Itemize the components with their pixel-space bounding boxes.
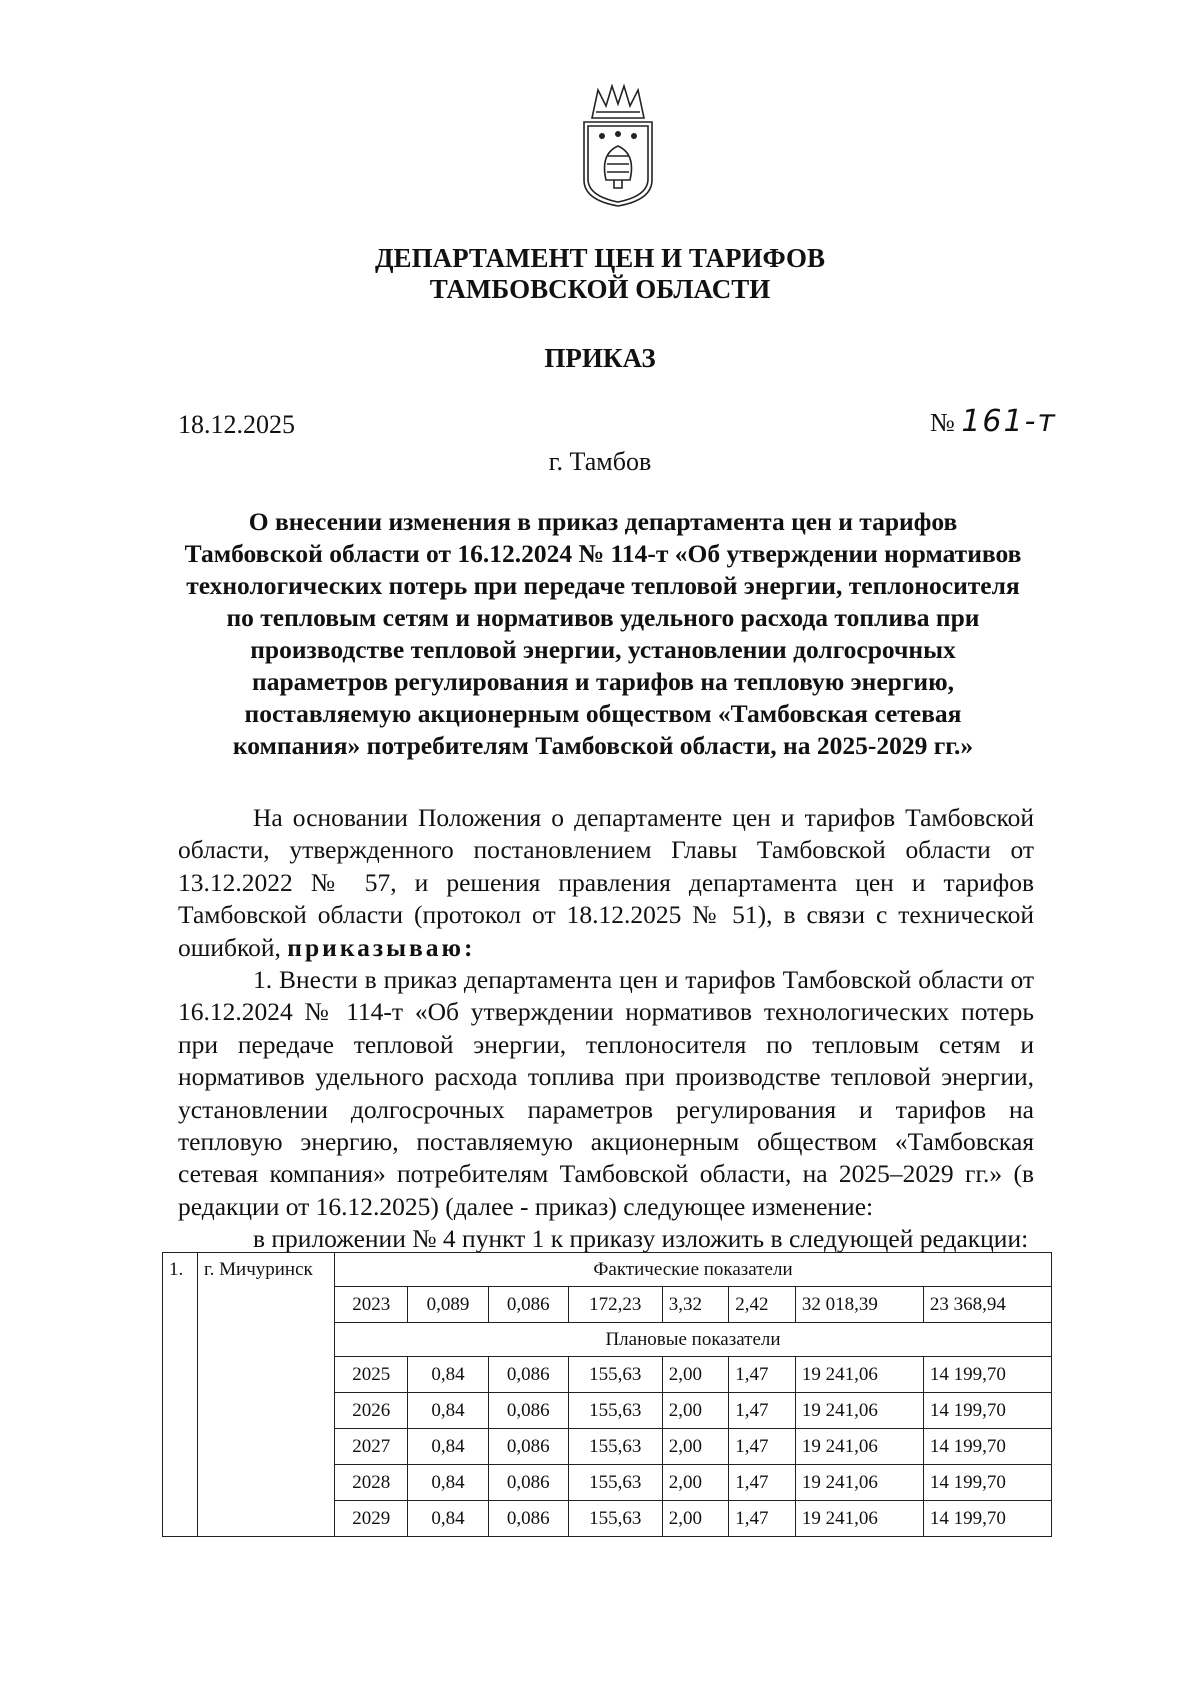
basis-text: На основании Положения о департаменте цен и тарифов Тамбовской области, утвержденного постановлением Главы Тамбовской области от 13.12.2022 № 57, и решения правления департамента цен и тарифов Тамбовской области (протокол от 18.12.2025 № 51), в связи с технической ошибкой, xyxy=(178,803,1034,962)
value-cell: 14 199,70 xyxy=(923,1501,1051,1537)
value-cell: 1,47 xyxy=(729,1393,796,1429)
value-cell: 14 199,70 xyxy=(923,1465,1051,1501)
title-line: поставляемую акционерным обществом «Тамбовская сетевая xyxy=(244,699,962,728)
table-row xyxy=(163,1253,1052,1287)
value-cell: 2,00 xyxy=(662,1501,729,1537)
value-cell: 0,84 xyxy=(408,1501,488,1537)
title-line: параметров регулирования и тарифов на тепловую энергию, xyxy=(252,667,954,696)
value-cell: 1,47 xyxy=(729,1501,796,1537)
value-cell: 14 199,70 xyxy=(923,1393,1051,1429)
value-cell: 0,086 xyxy=(488,1393,568,1429)
value-cell: 155,63 xyxy=(568,1465,662,1501)
year-cell: 2026 xyxy=(335,1393,408,1429)
year-cell: 2025 xyxy=(335,1357,408,1393)
order-colon: : xyxy=(464,932,476,962)
value-cell: 0,84 xyxy=(408,1393,488,1429)
value-cell: 1,47 xyxy=(729,1429,796,1465)
order-word: приказываю xyxy=(287,932,465,962)
title-line: по тепловым сетям и нормативов удельного расхода топлива при xyxy=(226,603,980,632)
value-cell: 0,84 xyxy=(408,1357,488,1393)
title-line: О внесении изменения в приказ департамента цен и тарифов xyxy=(248,507,958,536)
title-line: технологических потерь при передаче тепловой энергии, теплоносителя xyxy=(186,571,1020,600)
value-cell: 155,63 xyxy=(568,1429,662,1465)
number-prefix: № xyxy=(930,408,955,437)
org-line-2: ТАМБОВСКОЙ ОБЛАСТИ xyxy=(429,274,771,304)
year-cell: 2028 xyxy=(335,1465,408,1501)
value-cell: 2,00 xyxy=(662,1465,729,1501)
value-cell: 0,086 xyxy=(488,1357,568,1393)
year-cell: 2023 xyxy=(335,1287,408,1323)
document-type: ПРИКАЗ xyxy=(544,343,656,373)
value-cell: 155,63 xyxy=(568,1357,662,1393)
paragraph-item-1: 1. Внести в приказ департамента цен и тарифов Тамбовской области от 16.12.2024 № 114-т «Об утверждении нормативов технологических потерь при передаче тепловой энергии, теплоносителя по тепловым сетям и нормативов удельного расхода топлива при производстве тепловой энергии, установлении долгосрочных параметров регулирования и тарифов на тепловую энергию, поставляемую акционерным обществом «Тамбовская сетевая компания» потребителям Тамбовской области, на 2025–2029 гг.» (в редакции от 16.12.2025) (далее - приказ) следующее изменение: xyxy=(178,965,1034,1221)
value-cell: 2,00 xyxy=(662,1357,729,1393)
value-cell: 3,32 xyxy=(662,1287,729,1323)
value-cell: 2,00 xyxy=(662,1429,729,1465)
organization-name xyxy=(0,243,1200,305)
year-cell: 2029 xyxy=(335,1501,408,1537)
title-line: Тамбовской области от 16.12.2024 № 114-т «Об утверждении нормативов xyxy=(184,539,1022,568)
value-cell: 0,84 xyxy=(408,1429,488,1465)
value-cell: 19 241,06 xyxy=(795,1429,923,1465)
value-cell: 2,00 xyxy=(662,1393,729,1429)
value-cell: 155,63 xyxy=(568,1393,662,1429)
document-title xyxy=(178,506,1028,762)
handwritten-number: 161-т xyxy=(961,404,1057,439)
value-cell: 1,47 xyxy=(729,1357,796,1393)
year-cell: 2027 xyxy=(335,1429,408,1465)
value-cell: 14 199,70 xyxy=(923,1429,1051,1465)
value-cell: 19 241,06 xyxy=(795,1501,923,1537)
planned-section-header: Плановые показатели xyxy=(335,1323,1052,1357)
value-cell: 0,089 xyxy=(408,1287,488,1323)
tambov-coat-of-arms-icon xyxy=(578,84,658,208)
value-cell: 0,086 xyxy=(488,1429,568,1465)
city-cell: г. Мичуринск xyxy=(198,1253,335,1537)
value-cell: 19 241,06 xyxy=(795,1465,923,1501)
value-cell: 19 241,06 xyxy=(795,1357,923,1393)
city: г. Тамбов xyxy=(548,447,652,476)
tariff-table xyxy=(162,1252,1052,1537)
value-cell: 0,086 xyxy=(488,1287,568,1323)
row-number-cell: 1. xyxy=(163,1253,198,1537)
value-cell: 1,47 xyxy=(729,1465,796,1501)
value-cell: 2,42 xyxy=(729,1287,796,1323)
document-date: 18.12.2025 xyxy=(178,410,295,439)
value-cell: 23 368,94 xyxy=(923,1287,1051,1323)
document-number xyxy=(930,404,1057,439)
title-line: производстве тепловой энергии, установлении долгосрочных xyxy=(250,635,956,664)
value-cell: 0,84 xyxy=(408,1465,488,1501)
value-cell: 0,086 xyxy=(488,1465,568,1501)
document-body xyxy=(178,802,1034,1256)
org-line-1: ДЕПАРТАМЕНТ ЦЕН И ТАРИФОВ xyxy=(374,243,826,273)
value-cell: 172,23 xyxy=(568,1287,662,1323)
paragraph-appendix: в приложении № 4 пункт 1 к приказу изложить в следующей редакции: xyxy=(253,1224,1029,1254)
value-cell: 0,086 xyxy=(488,1501,568,1537)
value-cell: 155,63 xyxy=(568,1501,662,1537)
value-cell: 19 241,06 xyxy=(795,1393,923,1429)
value-cell: 32 018,39 xyxy=(795,1287,923,1323)
paragraph-basis xyxy=(178,802,1034,964)
actual-section-header: Фактические показатели xyxy=(335,1253,1052,1287)
value-cell: 14 199,70 xyxy=(923,1357,1051,1393)
title-line: компания» потребителям Тамбовской области, на 2025-2029 гг.» xyxy=(232,731,974,760)
